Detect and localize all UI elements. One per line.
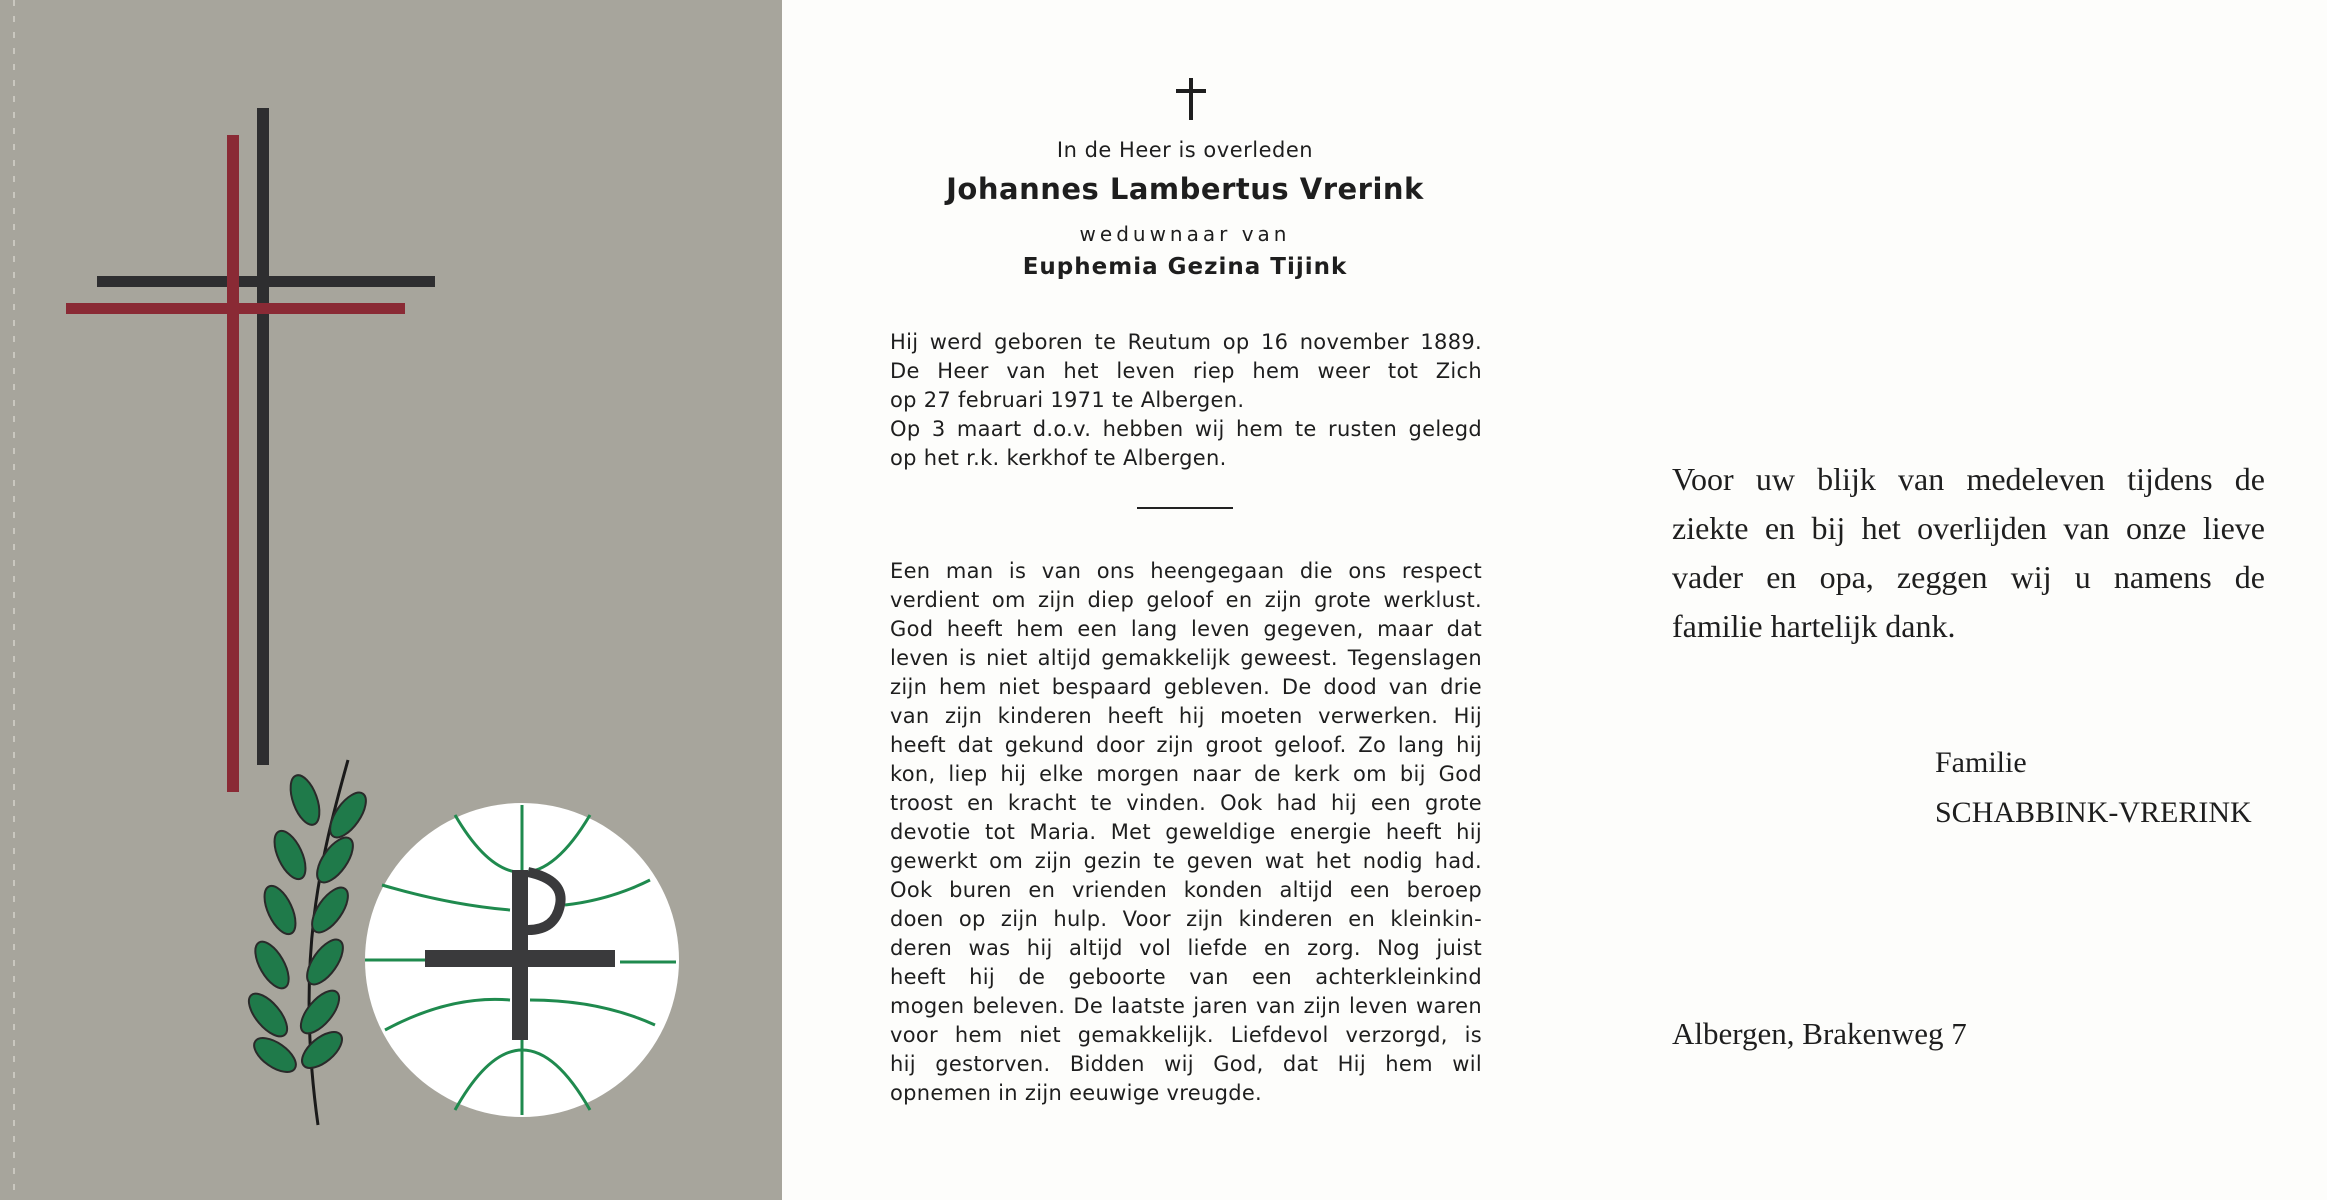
text-line: God heeft hem een lang leven gegeven, maar dat — [890, 617, 1482, 641]
text-line: zijn hem niet bespaard gebleven. De dood van drie — [890, 675, 1482, 699]
text-line: leven is niet altijd gemakkelijk geweest. Tegenslagen — [890, 646, 1482, 670]
tribute-paragraph — [890, 557, 1482, 1108]
deceased-name: Johannes Lambertus Vrerink — [946, 172, 1424, 206]
intro-text: In de Heer is overleden — [1056, 138, 1314, 162]
text-line: Op 3 maart d.o.v. hebben wij hem te rusten gelegd — [890, 417, 1482, 441]
family-address: Albergen, Brakenweg 7 — [1672, 1016, 1967, 1051]
widower-label: weduwnaar van — [1079, 222, 1291, 246]
text-line: deren was hij altijd vol liefde en zorg. Nog juist — [890, 936, 1482, 960]
latin-cross-icon — [1176, 78, 1206, 120]
chi-rho-globe-icon — [365, 803, 679, 1117]
signoff-family-name: SCHABBINK-VRERINK — [1935, 796, 2252, 829]
text-line: van zijn kinderen heeft hij moeten verwerken. Hij — [890, 704, 1482, 728]
memorial-card-cover — [0, 0, 782, 1200]
text-line: gewerkt om zijn gezin te geven wat het nodig had. — [890, 849, 1482, 873]
text-line: vader en opa, zeggen wij u namens de — [1672, 559, 2265, 595]
text-line: Hij werd geboren te Reutum op 16 november 1889. — [890, 330, 1482, 354]
text-line: doen op zijn hulp. Voor zijn kinderen en kleinkin- — [890, 907, 1482, 931]
text-line: ziekte en bij het overlijden van onze lieve — [1672, 510, 2265, 546]
family-signoff — [1935, 738, 2252, 838]
text-line: opnemen in zijn eeuwige vreugde. — [890, 1081, 1263, 1105]
text-line: devotie tot Maria. Met geweldige energie heeft hij — [890, 820, 1482, 844]
life-facts-paragraph — [890, 328, 1482, 473]
text-line: Ook buren en vrienden konden altijd een beroep — [890, 878, 1482, 902]
text-line: voor hem niet gemakkelijk. Liefdevol verzorgd, is — [890, 1023, 1482, 1047]
text-line: heeft hij de geboorte van een achterkleinkind — [890, 965, 1482, 989]
thank-you-paragraph — [1672, 455, 2265, 651]
text-line: mogen beleven. De laatste jaren van zijn leven waren — [890, 994, 1482, 1018]
text-line: heeft dat gekund door zijn groot geloof. Zo lang hij — [890, 733, 1482, 757]
text-line: troost en kracht te vinden. Ook had hij een grote — [890, 791, 1482, 815]
text-line: hij gestorven. Bidden wij God, dat Hij hem wil — [890, 1052, 1482, 1076]
text-line: op 27 februari 1971 te Albergen. — [890, 388, 1245, 412]
signoff-family-label: Familie — [1935, 746, 2027, 779]
text-line: verdient om zijn diep geloof en zijn grote werklust. — [890, 588, 1482, 612]
text-line: op het r.k. kerkhof te Albergen. — [890, 446, 1227, 470]
text-line: Voor uw blijk van medeleven tijdens de — [1672, 461, 2265, 497]
text-line: familie hartelijk dank. — [1672, 608, 1956, 644]
text-line: De Heer van het leven riep hem weer tot Zich — [890, 359, 1482, 383]
text-line: kon, liep hij elke morgen naar de kerk om bij God — [890, 762, 1482, 786]
divider — [1137, 507, 1233, 509]
text-line: Een man is van ons heengegaan die ons respect — [890, 559, 1482, 583]
spouse-name: Euphemia Gezina Tijink — [1022, 254, 1348, 280]
